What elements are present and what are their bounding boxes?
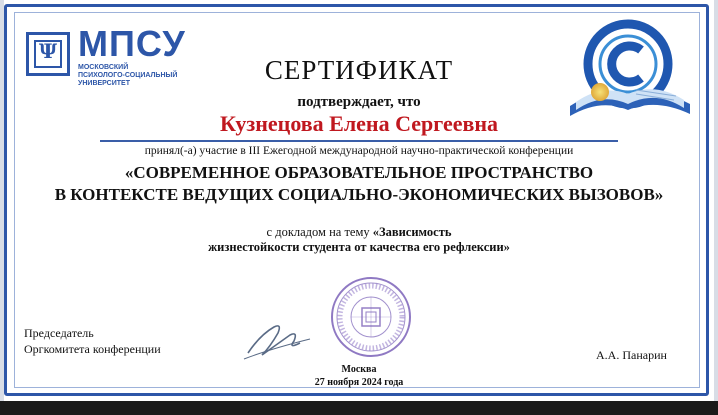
psi-logo-icon: Ψ bbox=[26, 32, 70, 76]
university-abbreviation: МПСУ bbox=[78, 23, 186, 64]
chairman-name: А.А. Панарин bbox=[596, 348, 667, 362]
chairman-title: Председатель Оргкомитета конференции bbox=[24, 326, 161, 356]
report-topic-line-1: «Зависимость bbox=[372, 225, 452, 239]
participation-text: принял(-а) участие в III Ежегодной международной научно-практической конференции bbox=[144, 145, 574, 157]
issue-date: 27 ноября 2024 года bbox=[314, 377, 404, 388]
signature-icon bbox=[240, 305, 320, 365]
bottom-band bbox=[0, 401, 718, 415]
report-topic-line-2: жизнестойкости студента от качества его рефлексии» bbox=[208, 240, 510, 254]
conference-title-line-2: В КОНТЕКСТЕ ВЕДУЩИХ СОЦИАЛЬНО-ЭКОНОМИЧЕСКИХ ВЫЗОВОВ» bbox=[54, 185, 664, 204]
name-underline bbox=[100, 140, 618, 142]
report-prefix: с докладом на тему bbox=[266, 225, 373, 239]
conference-title bbox=[0, 162, 718, 206]
official-stamp-icon bbox=[329, 275, 413, 359]
confirms-text: подтверждает, что bbox=[297, 94, 421, 110]
issue-city: Москва bbox=[341, 364, 377, 375]
university-full-name: МОСКОВСКИЙ ПСИХОЛОГО-СОЦИАЛЬНЫЙ УНИВЕРСИТЕТ bbox=[78, 64, 178, 87]
certificate-title: СЕРТИФИКАТ bbox=[264, 55, 454, 85]
recipient-name: Кузнецова Елена Сергеевна bbox=[219, 111, 499, 136]
report-intro bbox=[0, 222, 718, 242]
conference-title-line-1: «СОВРЕМЕННОЕ ОБРАЗОВАТЕЛЬНОЕ ПРОСТРАНСТВО bbox=[124, 163, 594, 182]
